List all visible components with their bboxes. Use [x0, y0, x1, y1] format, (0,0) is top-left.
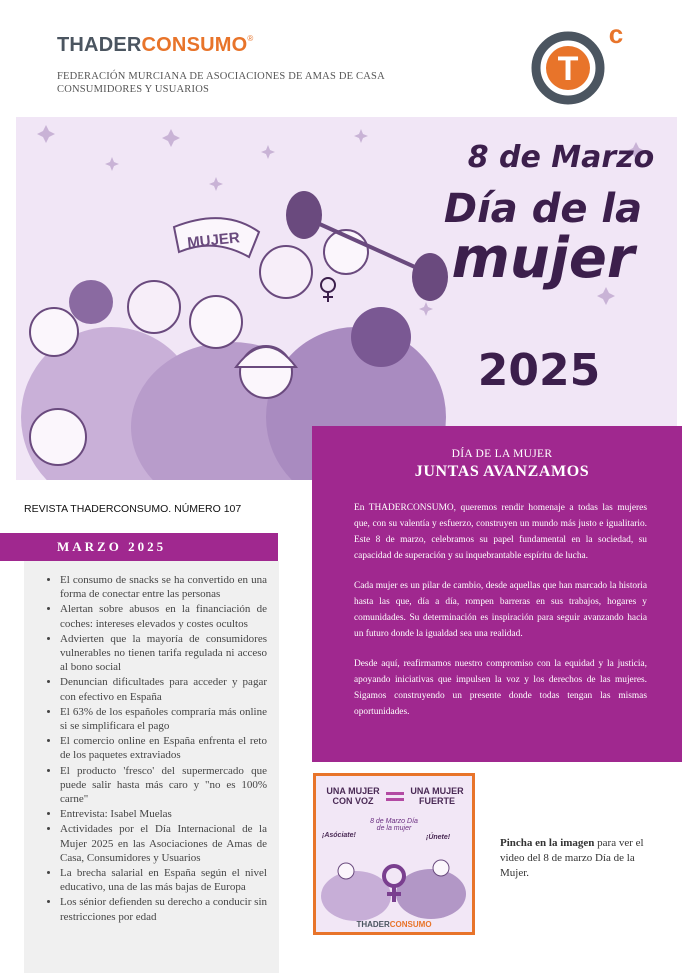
month-label: MARZO 2025	[57, 539, 167, 554]
video-footer-logo	[316, 920, 472, 929]
video-caption-link[interactable]: Pincha en la imagen	[500, 837, 595, 849]
feature-paragraph: En THADERCONSUMO, queremos rendir homenaje a todas las mujeres que, con su valentía y esfuerzo, construyen un mundo más justo e igualitario. Este 8 de marzo, celebramos su papel fundamental en la sociedad, su capacidad de superación y su inquebrantable espíritu de lucha.	[354, 503, 647, 561]
news-item-link[interactable]: • El producto 'fresco' del supermercado que puede salir hasta más caro y "no es 100% carne"	[60, 764, 267, 807]
feature-box	[312, 426, 682, 762]
video-illustration	[316, 776, 472, 932]
month-bar	[0, 533, 278, 561]
news-item-link[interactable]: • Los sénior defienden su derecho a conducir sin restricciones por edad	[60, 895, 267, 923]
video-caption	[500, 836, 650, 881]
news-item-link[interactable]: • El 63% de los españoles compraría más online si se simplificara el pago	[60, 705, 267, 733]
news-item-link[interactable]: • El consumo de snacks se ha convertido en una forma de conectar entre las personas	[60, 573, 267, 601]
video-mini-title: 8 de Marzo Día de la mujer	[370, 818, 418, 832]
join-left-label: ¡Asóciate!	[322, 832, 356, 839]
video-footer-part1: THADER	[356, 920, 390, 929]
feature-title: JUNTAS AVANZAMOS	[414, 463, 590, 480]
hero-dia: Día de la	[443, 186, 643, 232]
magazine-issue: REVISTA THADERCONSUMO. NÚMERO 107	[24, 503, 242, 515]
tc-logo-sup: c	[608, 19, 624, 49]
hero-mujer: mujer	[451, 226, 635, 291]
feature-paragraph: Cada mujer es un pilar de cambio, desde aquellas que han marcado la historia hasta las que, día a día, rompen barreras en sus trabajos, hogares y comunidades. Su determinación es inspiración para seguir avanzando hacia un futuro donde la igualdad sea una realidad.	[354, 581, 647, 639]
news-item-link[interactable]: • Entrevista: Isabel Muelas	[60, 807, 267, 821]
news-item-link[interactable]: • Alertan sobre abusos en la financiación de coches: intereses elevados y costes ocultos	[60, 602, 267, 630]
feature-kicker: DÍA DE LA MUJER	[451, 448, 553, 460]
news-item-link[interactable]: • Actividades por el Día Internacional de la Mujer 2025 en las Asociaciones de Amas de Casa, Consumidores y Usuarios	[60, 822, 267, 865]
registered-mark: ®	[247, 34, 254, 43]
federation-line-1: FEDERACIÓN MURCIANA DE ASOCIACIONES DE AMAS DE CASA	[57, 71, 385, 82]
thaderconsumo-logo	[57, 34, 253, 57]
video-left-line-1: UNA MUJER	[326, 786, 380, 796]
tc-logo	[530, 18, 630, 108]
banner-text: MUJER	[186, 229, 241, 252]
join-right-label: ¡Únete!	[426, 834, 451, 841]
hero-date: 8 de Marzo	[467, 140, 655, 175]
video-footer-part2: CONSUMO	[389, 920, 432, 929]
federation-name	[57, 70, 385, 96]
video-caption-text: para ver el video del 8 de marzo Día de la Mujer.	[500, 837, 644, 879]
feature-body	[354, 500, 647, 734]
news-item-link[interactable]: • La brecha salarial en España según el nivel educativo, una de las más bajas de Europa	[60, 866, 267, 894]
video-thumbnail-link[interactable]	[313, 773, 475, 935]
tc-logo-letter: T	[557, 50, 579, 88]
news-item-link[interactable]: • El comercio online en España enfrenta el reto de los paquetes extraviados	[60, 734, 267, 762]
news-list	[24, 561, 279, 973]
hero-year: 2025	[477, 345, 601, 396]
logo-part-consumo: CONSUMO	[141, 34, 248, 56]
video-left-line-2: CON VOZ	[332, 796, 374, 806]
news-item-link[interactable]: • Advierten que la mayoría de consumidores vulnerables no tienen tarifa regulada ni acceso al bono social	[60, 632, 267, 675]
feature-paragraph: Desde aquí, reafirmamos nuestro compromiso con la equidad y la justicia, apoyando iniciativas que impulsen la voz y los derechos de las mujeres. Sigamos construyendo un presente donde todas tengan las mismas oportunidades.	[354, 659, 647, 717]
news-item-link[interactable]: • Denuncian dificultades para acceder y pagar con efectivo en España	[60, 675, 267, 703]
federation-line-2: CONSUMIDORES Y USUARIOS	[57, 84, 210, 95]
video-right-line-2: FUERTE	[419, 796, 455, 806]
video-right-line-1: UNA MUJER	[410, 786, 464, 796]
logo-part-thader: THADER	[57, 34, 142, 56]
